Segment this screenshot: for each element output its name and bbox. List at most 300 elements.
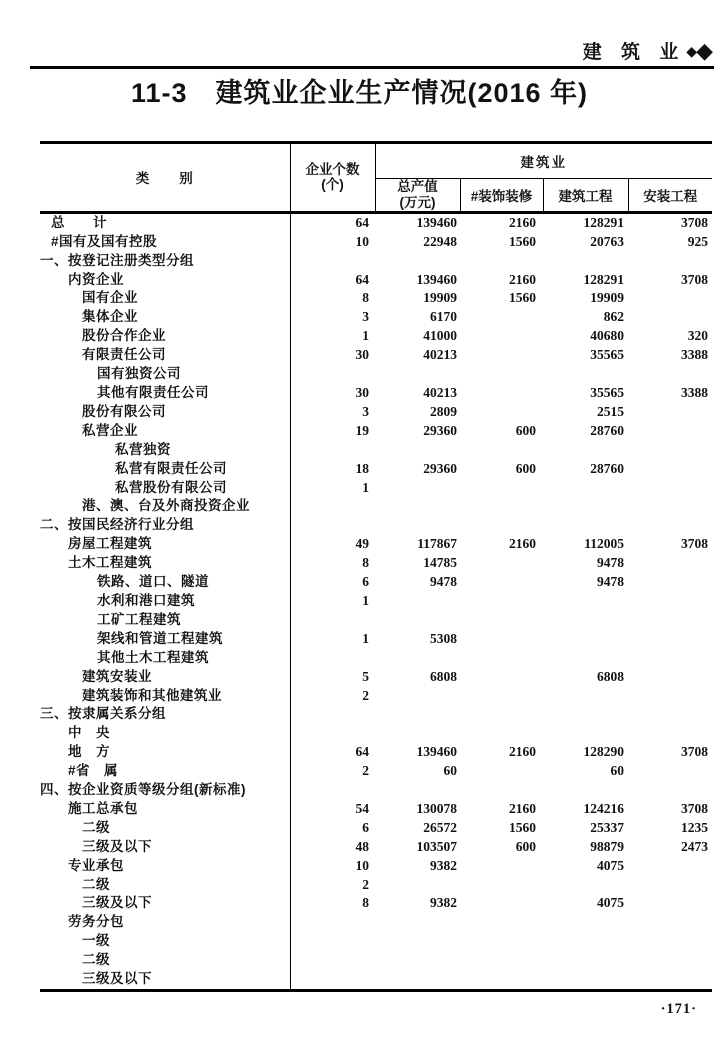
cell-enterprise-count: 49 [355, 536, 369, 552]
cell-total-output: 29360 [423, 460, 457, 476]
column-header-enterprises-line1: 企业个数 [305, 161, 360, 177]
cell-construction-work: 6808 [597, 668, 624, 684]
table-row [40, 687, 712, 706]
cell-installation-work [628, 422, 712, 441]
column-header-enterprises-line2: (个) [321, 177, 344, 193]
cell-enterprise-count [290, 252, 375, 271]
cell-construction-work: 128291 [583, 271, 624, 287]
cell-installation-work: 1235 [681, 819, 708, 835]
table-row [40, 611, 712, 630]
cell-enterprise-count: 18 [355, 460, 369, 476]
table-row [40, 630, 712, 649]
row-label: 一、按登记注册类型分组 [40, 252, 290, 271]
cell-enterprise-count: 8 [362, 555, 369, 571]
cell-decoration: 2160 [509, 271, 536, 287]
row-label: 劳务分包 [40, 913, 290, 932]
table-row [40, 212, 712, 232]
cell-installation-work [628, 649, 712, 668]
cell-decoration [460, 346, 543, 365]
cell-construction-work: 20763 [590, 233, 624, 249]
row-label: 其他有限责任公司 [40, 384, 290, 403]
cell-enterprise-count [290, 705, 375, 724]
cell-installation-work [628, 252, 712, 271]
table-row [40, 743, 712, 762]
table-row [40, 573, 712, 592]
cell-decoration: 2160 [509, 536, 536, 552]
row-label: 工矿工程建筑 [40, 611, 290, 630]
cell-total-output: 19909 [423, 290, 457, 306]
row-label: 四、按企业资质等级分组(新标准) [40, 781, 290, 800]
table-row [40, 592, 712, 611]
table-row [40, 346, 712, 365]
cell-decoration [460, 592, 543, 611]
cell-enterprise-count: 64 [355, 214, 369, 230]
cell-installation-work: 3388 [681, 385, 708, 400]
cell-construction-work: 4075 [597, 857, 624, 873]
cell-installation-work [628, 894, 712, 913]
row-label: 私营有限责任公司 [40, 460, 290, 479]
cell-enterprise-count: 54 [355, 800, 369, 816]
cell-construction-work [543, 876, 628, 895]
cell-installation-work: 3708 [681, 744, 708, 760]
row-label: 私营独资 [40, 441, 290, 460]
cell-construction-work: 128290 [583, 744, 624, 760]
cell-construction-work: 19909 [590, 290, 624, 306]
cell-enterprise-count: 1 [362, 630, 369, 646]
cell-decoration [460, 970, 543, 990]
cell-installation-work [628, 289, 712, 308]
cell-total-output [375, 913, 460, 932]
cell-total-output: 5308 [430, 630, 457, 646]
cell-enterprise-count [290, 649, 375, 668]
diamond-small-icon: ◆ [686, 42, 698, 59]
cell-enterprise-count: 3 [362, 403, 369, 419]
row-label: 建筑安装业 [40, 668, 290, 687]
cell-enterprise-count [290, 913, 375, 932]
cell-total-output: 60 [443, 763, 457, 779]
table-row [40, 479, 712, 498]
cell-total-output: 103507 [416, 838, 457, 854]
cell-installation-work [628, 630, 712, 649]
cell-enterprise-count: 2 [362, 763, 369, 779]
cell-decoration [460, 611, 543, 630]
cell-construction-work [543, 913, 628, 932]
row-label: 铁路、道口、隧道 [40, 573, 290, 592]
cell-decoration [460, 516, 543, 535]
cell-installation-work [628, 705, 712, 724]
cell-installation-work [628, 308, 712, 327]
row-label: 有限责任公司 [40, 346, 290, 365]
cell-decoration: 600 [515, 460, 536, 476]
table-row [40, 951, 712, 970]
cell-installation-work [628, 762, 712, 781]
cell-decoration [460, 649, 543, 668]
table-row [40, 516, 712, 535]
cell-construction-work: 35565 [590, 347, 624, 363]
cell-installation-work [628, 687, 712, 706]
page-title: 11-3 建筑业企业生产情况(2016 年) [130, 78, 589, 108]
cell-construction-work [543, 951, 628, 970]
cell-enterprise-count: 30 [355, 347, 369, 363]
row-label: 内资企业 [40, 271, 290, 290]
cell-construction-work [543, 592, 628, 611]
header-divider [30, 66, 714, 69]
cell-construction-work [543, 441, 628, 460]
cell-construction-work: 128291 [583, 214, 624, 230]
cell-total-output: 40213 [423, 347, 457, 363]
row-label: 地 方 [40, 743, 290, 762]
cell-decoration [460, 781, 543, 800]
cell-construction-work [543, 611, 628, 630]
table-row [40, 327, 712, 346]
cell-total-output [375, 705, 460, 724]
cell-construction-work [543, 687, 628, 706]
cell-enterprise-count: 1 [362, 479, 369, 495]
running-head [583, 37, 713, 64]
cell-total-output [375, 932, 460, 951]
table-row [40, 894, 712, 913]
cell-decoration [460, 630, 543, 649]
cell-installation-work [628, 781, 712, 800]
cell-construction-work [543, 649, 628, 668]
cell-construction-work [543, 479, 628, 498]
table-row [40, 554, 712, 573]
cell-total-output [375, 497, 460, 516]
column-group-header-construction-industry: 建筑业 [375, 143, 712, 179]
row-label: 私营股份有限公司 [40, 479, 290, 498]
diamond-large-icon: ◆ [696, 37, 713, 63]
row-label: #国有及国有控股 [40, 233, 290, 252]
cell-decoration: 1560 [509, 290, 536, 306]
cell-enterprise-count [290, 365, 375, 384]
cell-construction-work: 40680 [590, 328, 624, 344]
cell-total-output: 139460 [416, 214, 457, 230]
cell-decoration [460, 762, 543, 781]
cell-construction-work: 28760 [590, 460, 624, 476]
table-row [40, 668, 712, 687]
cell-decoration [460, 876, 543, 895]
cell-decoration [460, 687, 543, 706]
cell-total-output [375, 365, 460, 384]
cell-installation-work: 3708 [681, 800, 708, 816]
row-label: 施工总承包 [40, 800, 290, 819]
row-label: 二级 [40, 876, 290, 895]
cell-enterprise-count: 8 [362, 895, 369, 911]
table-row [40, 308, 712, 327]
table-row [40, 384, 712, 403]
cell-decoration [460, 668, 543, 687]
cell-construction-work: 60 [610, 763, 624, 779]
row-label: 港、澳、台及外商投资企业 [40, 497, 290, 516]
cell-installation-work [628, 668, 712, 687]
row-label: 国有独资公司 [40, 365, 290, 384]
cell-enterprise-count: 19 [355, 422, 369, 438]
cell-total-output: 139460 [416, 744, 457, 760]
table-row [40, 441, 712, 460]
cell-decoration: 1560 [509, 233, 536, 249]
cell-total-output [375, 687, 460, 706]
cell-installation-work [628, 479, 712, 498]
cell-enterprise-count [290, 516, 375, 535]
cell-enterprise-count [290, 970, 375, 990]
table-row [40, 649, 712, 668]
cell-enterprise-count: 1 [362, 592, 369, 608]
column-header-total-output-line1: 总产值 [397, 179, 438, 194]
cell-total-output: 26572 [423, 819, 457, 835]
cell-total-output: 40213 [423, 385, 457, 400]
cell-decoration [460, 497, 543, 516]
cell-construction-work [543, 365, 628, 384]
row-label: 土木工程建筑 [40, 554, 290, 573]
row-label: 国有企业 [40, 289, 290, 308]
table-row [40, 857, 712, 876]
table-row [40, 932, 712, 951]
cell-total-output: 9382 [430, 857, 457, 873]
cell-construction-work [543, 781, 628, 800]
cell-total-output [375, 781, 460, 800]
cell-enterprise-count: 8 [362, 290, 369, 306]
cell-enterprise-count: 5 [362, 668, 369, 684]
cell-decoration [460, 705, 543, 724]
cell-enterprise-count: 3 [362, 309, 369, 325]
cell-installation-work [628, 497, 712, 516]
cell-construction-work: 98879 [590, 838, 624, 854]
row-label: 三级及以下 [40, 894, 290, 913]
row-label: 架线和管道工程建筑 [40, 630, 290, 649]
row-label: 总 计 [40, 212, 290, 232]
row-label: #省 属 [40, 762, 290, 781]
cell-total-output [375, 516, 460, 535]
cell-installation-work [628, 724, 712, 743]
row-label: 私营企业 [40, 422, 290, 441]
cell-construction-work [543, 497, 628, 516]
cell-decoration: 1560 [509, 819, 536, 835]
cell-total-output: 6808 [430, 668, 457, 684]
table-row [40, 403, 712, 422]
cell-decoration [460, 365, 543, 384]
cell-decoration [460, 951, 543, 970]
cell-installation-work [628, 592, 712, 611]
cell-construction-work [543, 724, 628, 743]
cell-construction-work: 112005 [584, 536, 624, 552]
cell-enterprise-count: 1 [362, 328, 369, 344]
cell-decoration [460, 384, 543, 403]
cell-installation-work [628, 913, 712, 932]
row-label: 股份合作企业 [40, 327, 290, 346]
cell-total-output: 139460 [416, 271, 457, 287]
cell-decoration [460, 894, 543, 913]
column-header-total-output-line2: (万元) [399, 194, 436, 210]
cell-decoration: 2160 [509, 800, 536, 816]
row-label: 二级 [40, 819, 290, 838]
cell-decoration: 2160 [509, 214, 536, 230]
cell-installation-work [628, 951, 712, 970]
cell-construction-work: 4075 [597, 895, 624, 911]
table-row [40, 365, 712, 384]
cell-construction-work [543, 970, 628, 990]
cell-enterprise-count: 64 [355, 744, 369, 760]
cell-installation-work: 3708 [681, 536, 708, 552]
cell-construction-work: 28760 [590, 422, 624, 438]
cell-enterprise-count: 10 [355, 233, 369, 249]
row-label: 一级 [40, 932, 290, 951]
cell-decoration [460, 724, 543, 743]
table-row [40, 970, 712, 990]
cell-total-output: 41000 [423, 328, 457, 344]
cell-construction-work: 25337 [590, 819, 624, 835]
row-label: 中 央 [40, 724, 290, 743]
cell-construction-work: 124216 [583, 800, 624, 816]
cell-enterprise-count [290, 932, 375, 951]
cell-total-output [375, 649, 460, 668]
cell-decoration [460, 252, 543, 271]
cell-total-output: 22948 [423, 233, 457, 249]
column-header-construction-work: 建筑工程 [543, 179, 628, 213]
cell-construction-work [543, 630, 628, 649]
table-body [40, 212, 712, 990]
cell-total-output [375, 876, 460, 895]
table-row [40, 762, 712, 781]
table-row [40, 838, 712, 857]
cell-installation-work: 3708 [681, 214, 708, 230]
cell-decoration [460, 913, 543, 932]
cell-total-output: 14785 [423, 555, 457, 571]
column-header-category: 类 别 [40, 143, 290, 213]
cell-decoration [460, 441, 543, 460]
cell-installation-work [628, 611, 712, 630]
row-label: 股份有限公司 [40, 403, 290, 422]
stats-table [40, 141, 712, 992]
cell-total-output [375, 724, 460, 743]
cell-enterprise-count [290, 951, 375, 970]
row-label: 房屋工程建筑 [40, 535, 290, 554]
column-header-total-output [375, 179, 460, 213]
table-row [40, 705, 712, 724]
cell-total-output: 2809 [430, 403, 457, 419]
table-row [40, 913, 712, 932]
cell-construction-work [543, 705, 628, 724]
cell-enterprise-count [290, 497, 375, 516]
cell-installation-work [628, 365, 712, 384]
cell-total-output [375, 951, 460, 970]
cell-enterprise-count [290, 781, 375, 800]
cell-decoration: 600 [515, 838, 536, 854]
table-row [40, 289, 712, 308]
cell-total-output [375, 441, 460, 460]
table-row [40, 233, 712, 252]
cell-total-output [375, 611, 460, 630]
row-label: 其他土木工程建筑 [40, 649, 290, 668]
cell-decoration [460, 857, 543, 876]
table-row [40, 460, 712, 479]
cell-decoration: 600 [515, 422, 536, 438]
cell-enterprise-count [290, 724, 375, 743]
cell-installation-work: 2473 [681, 838, 708, 854]
row-label: 专业承包 [40, 857, 290, 876]
cell-construction-work: 862 [603, 309, 624, 325]
section-title: 建 筑 业 [582, 42, 686, 63]
cell-total-output [375, 592, 460, 611]
row-label: 三级及以下 [40, 838, 290, 857]
cell-total-output [375, 970, 460, 990]
cell-decoration [460, 479, 543, 498]
row-label: 二、按国民经济行业分组 [40, 516, 290, 535]
cell-installation-work [628, 554, 712, 573]
cell-installation-work [628, 403, 712, 422]
row-label: 水利和港口建筑 [40, 592, 290, 611]
cell-enterprise-count: 2 [362, 687, 369, 703]
cell-installation-work [628, 970, 712, 990]
table-row [40, 271, 712, 290]
cell-enterprise-count: 10 [355, 857, 369, 873]
cell-enterprise-count: 64 [355, 271, 369, 287]
table-row [40, 781, 712, 800]
table-row [40, 535, 712, 554]
table-row [40, 819, 712, 838]
table-row [40, 422, 712, 441]
cell-construction-work: 9478 [597, 555, 624, 571]
cell-enterprise-count: 30 [355, 385, 369, 400]
cell-installation-work: 3388 [681, 347, 708, 363]
cell-enterprise-count [290, 441, 375, 460]
row-label: 二级 [40, 951, 290, 970]
cell-installation-work [628, 460, 712, 479]
table-row [40, 497, 712, 516]
cell-decoration [460, 573, 543, 592]
cell-total-output: 9478 [430, 574, 457, 590]
cell-installation-work [628, 573, 712, 592]
cell-installation-work [628, 876, 712, 895]
cell-installation-work [628, 857, 712, 876]
column-header-installation-work: 安装工程 [643, 188, 698, 204]
page-number: ·171· [660, 1001, 697, 1017]
row-label: 集体企业 [40, 308, 290, 327]
column-header-enterprises [290, 143, 375, 213]
row-label: 三级及以下 [40, 970, 290, 990]
cell-construction-work [543, 932, 628, 951]
cell-installation-work [628, 516, 712, 535]
table-row [40, 724, 712, 743]
row-label: 建筑装饰和其他建筑业 [40, 687, 290, 706]
cell-total-output: 6170 [430, 309, 457, 325]
cell-total-output: 29360 [423, 422, 457, 438]
cell-total-output [375, 479, 460, 498]
cell-enterprise-count: 2 [362, 876, 369, 892]
cell-construction-work [543, 516, 628, 535]
cell-decoration [460, 327, 543, 346]
table-header [40, 143, 712, 213]
cell-enterprise-count [290, 611, 375, 630]
cell-decoration [460, 403, 543, 422]
row-label: 三、按隶属关系分组 [40, 705, 290, 724]
cell-construction-work: 2515 [597, 403, 624, 419]
cell-total-output [375, 252, 460, 271]
cell-decoration [460, 554, 543, 573]
table-container [40, 141, 712, 992]
cell-installation-work: 925 [687, 233, 708, 249]
cell-decoration: 2160 [509, 744, 536, 760]
cell-construction-work [543, 252, 628, 271]
cell-total-output: 117867 [417, 536, 457, 552]
cell-enterprise-count: 6 [362, 574, 369, 590]
cell-decoration [460, 308, 543, 327]
cell-installation-work [628, 932, 712, 951]
cell-enterprise-count: 6 [362, 819, 369, 835]
table-row [40, 252, 712, 271]
column-header-decoration: #装饰装修 [460, 179, 543, 213]
cell-enterprise-count: 48 [355, 838, 369, 854]
cell-total-output: 130078 [416, 800, 457, 816]
